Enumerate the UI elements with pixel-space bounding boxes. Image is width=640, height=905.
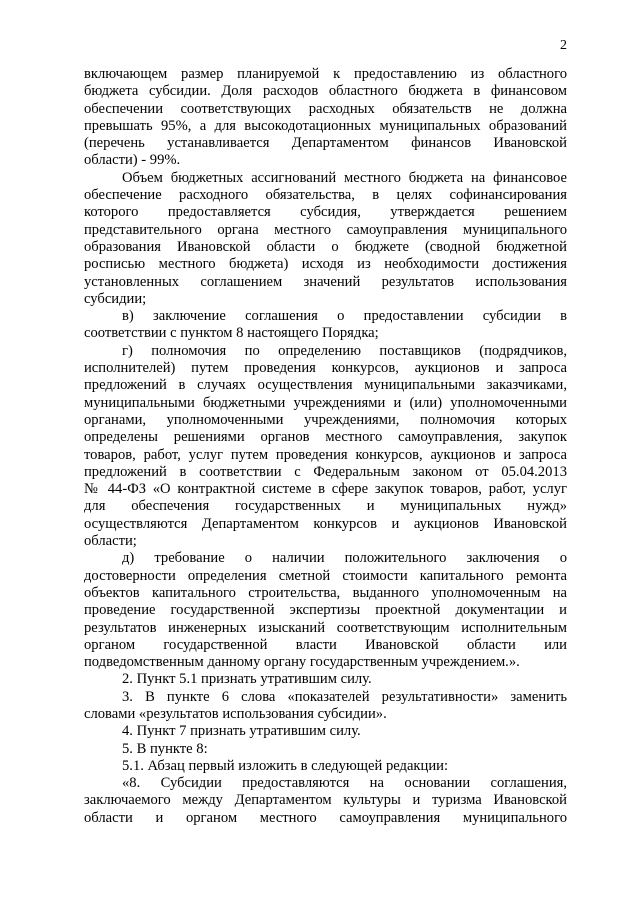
text-line: образования Ивановской области о бюджете (сводной бюджетной xyxy=(84,238,567,255)
text-line: результатов инженерных изысканий соответствующим исполнительным xyxy=(84,619,567,636)
text-line: области) - 99%. xyxy=(84,152,181,169)
text-line: обеспечение расходного обязательства, в целях софинансирования xyxy=(84,187,567,204)
text-line: обеспечении соответствующих расходных обязательств не должна xyxy=(84,100,567,117)
text-line: д) требование о наличии положительного заключения о xyxy=(122,550,567,567)
text-line: достоверности определения сметной стоимости капитального ремонта xyxy=(84,567,567,584)
text-line: проведение государственной экспертизы проектной документации и xyxy=(84,602,567,619)
text-line: для обеспечения государственных и муниципальных нужд» xyxy=(84,498,567,515)
text-line: исполнителей) путем проведения конкурсов, аукционов и запроса xyxy=(84,360,567,377)
text-line: бюджета субсидии. Доля расходов областного бюджета в финансовом xyxy=(84,83,567,100)
text-line: предложений в соответствии с Федеральным законом от 05.04.2013 xyxy=(84,463,567,480)
text-line: предложений в случаях осуществления муниципальными заказчиками, xyxy=(84,377,567,394)
text-line: установленных соглашением значений результатов использования xyxy=(84,273,567,290)
text-line: подведомственным данному органу государственным учреждением.». xyxy=(84,654,520,671)
text-line: заключаемого между Департаментом культуры и туризма Ивановской xyxy=(84,792,567,809)
text-line: г) полномочия по определению поставщиков (подрядчиков, xyxy=(122,342,567,359)
text-line: органом государственной власти Ивановской области или xyxy=(84,636,567,653)
text-line: № 44-ФЗ «О контрактной системе в сфере закупок товаров, работ, услуг xyxy=(84,481,567,498)
text-line: органами, уполномоченными учреждениями, полномочия которых xyxy=(84,411,567,428)
text-line: области; xyxy=(84,533,137,550)
text-line: области и органом местного самоуправления муниципального xyxy=(84,809,567,826)
text-line: определены решениями органов местного самоуправления, закупок xyxy=(84,429,567,446)
text-line: 4. Пункт 7 признать утратившим силу. xyxy=(122,723,361,740)
text-line: осуществляются Департаментом конкурсов и аукционов Ивановской xyxy=(84,515,567,532)
text-line: которого предоставляется субсидия, утверждается решением xyxy=(84,204,567,221)
page-number: 2 xyxy=(560,38,567,53)
text-line: товаров, работ, услуг путем проведения конкурсов, аукционов и запроса xyxy=(84,446,567,463)
text-line: соответствии с пунктом 8 настоящего Порядка; xyxy=(84,325,379,342)
text-line: «8. Субсидии предоставляются на основании соглашения, xyxy=(122,775,567,792)
text-line: росписью местного бюджета) исходя из необходимости достижения xyxy=(84,256,567,273)
text-line: включающем размер планируемой к предоставлению из областного xyxy=(84,66,567,82)
text-line: словами «результатов использования субсидии». xyxy=(84,705,387,722)
text-line: объектов капитального строительства, выданного уполномоченным на xyxy=(84,584,567,601)
text-line: субсидии; xyxy=(84,290,147,307)
document-body xyxy=(84,66,567,827)
text-line: 5.1. Абзац первый изложить в следующей редакции: xyxy=(122,757,449,774)
text-line: превышать 95%, а для высокодотационных муниципальных образований xyxy=(84,117,567,134)
text-line: представительного органа местного самоуправления муниципального xyxy=(84,221,567,238)
text-line: (перечень устанавливается Департаментом финансов Ивановской xyxy=(84,135,567,152)
text-line: в) заключение соглашения о предоставлении субсидии в xyxy=(122,308,567,325)
text-line: Объем бюджетных ассигнований местного бюджета на финансовое xyxy=(122,169,567,186)
text-line: муниципальными бюджетными учреждениями и (или) уполномоченными xyxy=(84,394,567,411)
text-line: 5. В пункте 8: xyxy=(122,740,208,757)
text-line: 3. В пункте 6 слова «показателей результативности» заменить xyxy=(122,688,567,705)
text-line: 2. Пункт 5.1 признать утратившим силу. xyxy=(122,671,372,688)
